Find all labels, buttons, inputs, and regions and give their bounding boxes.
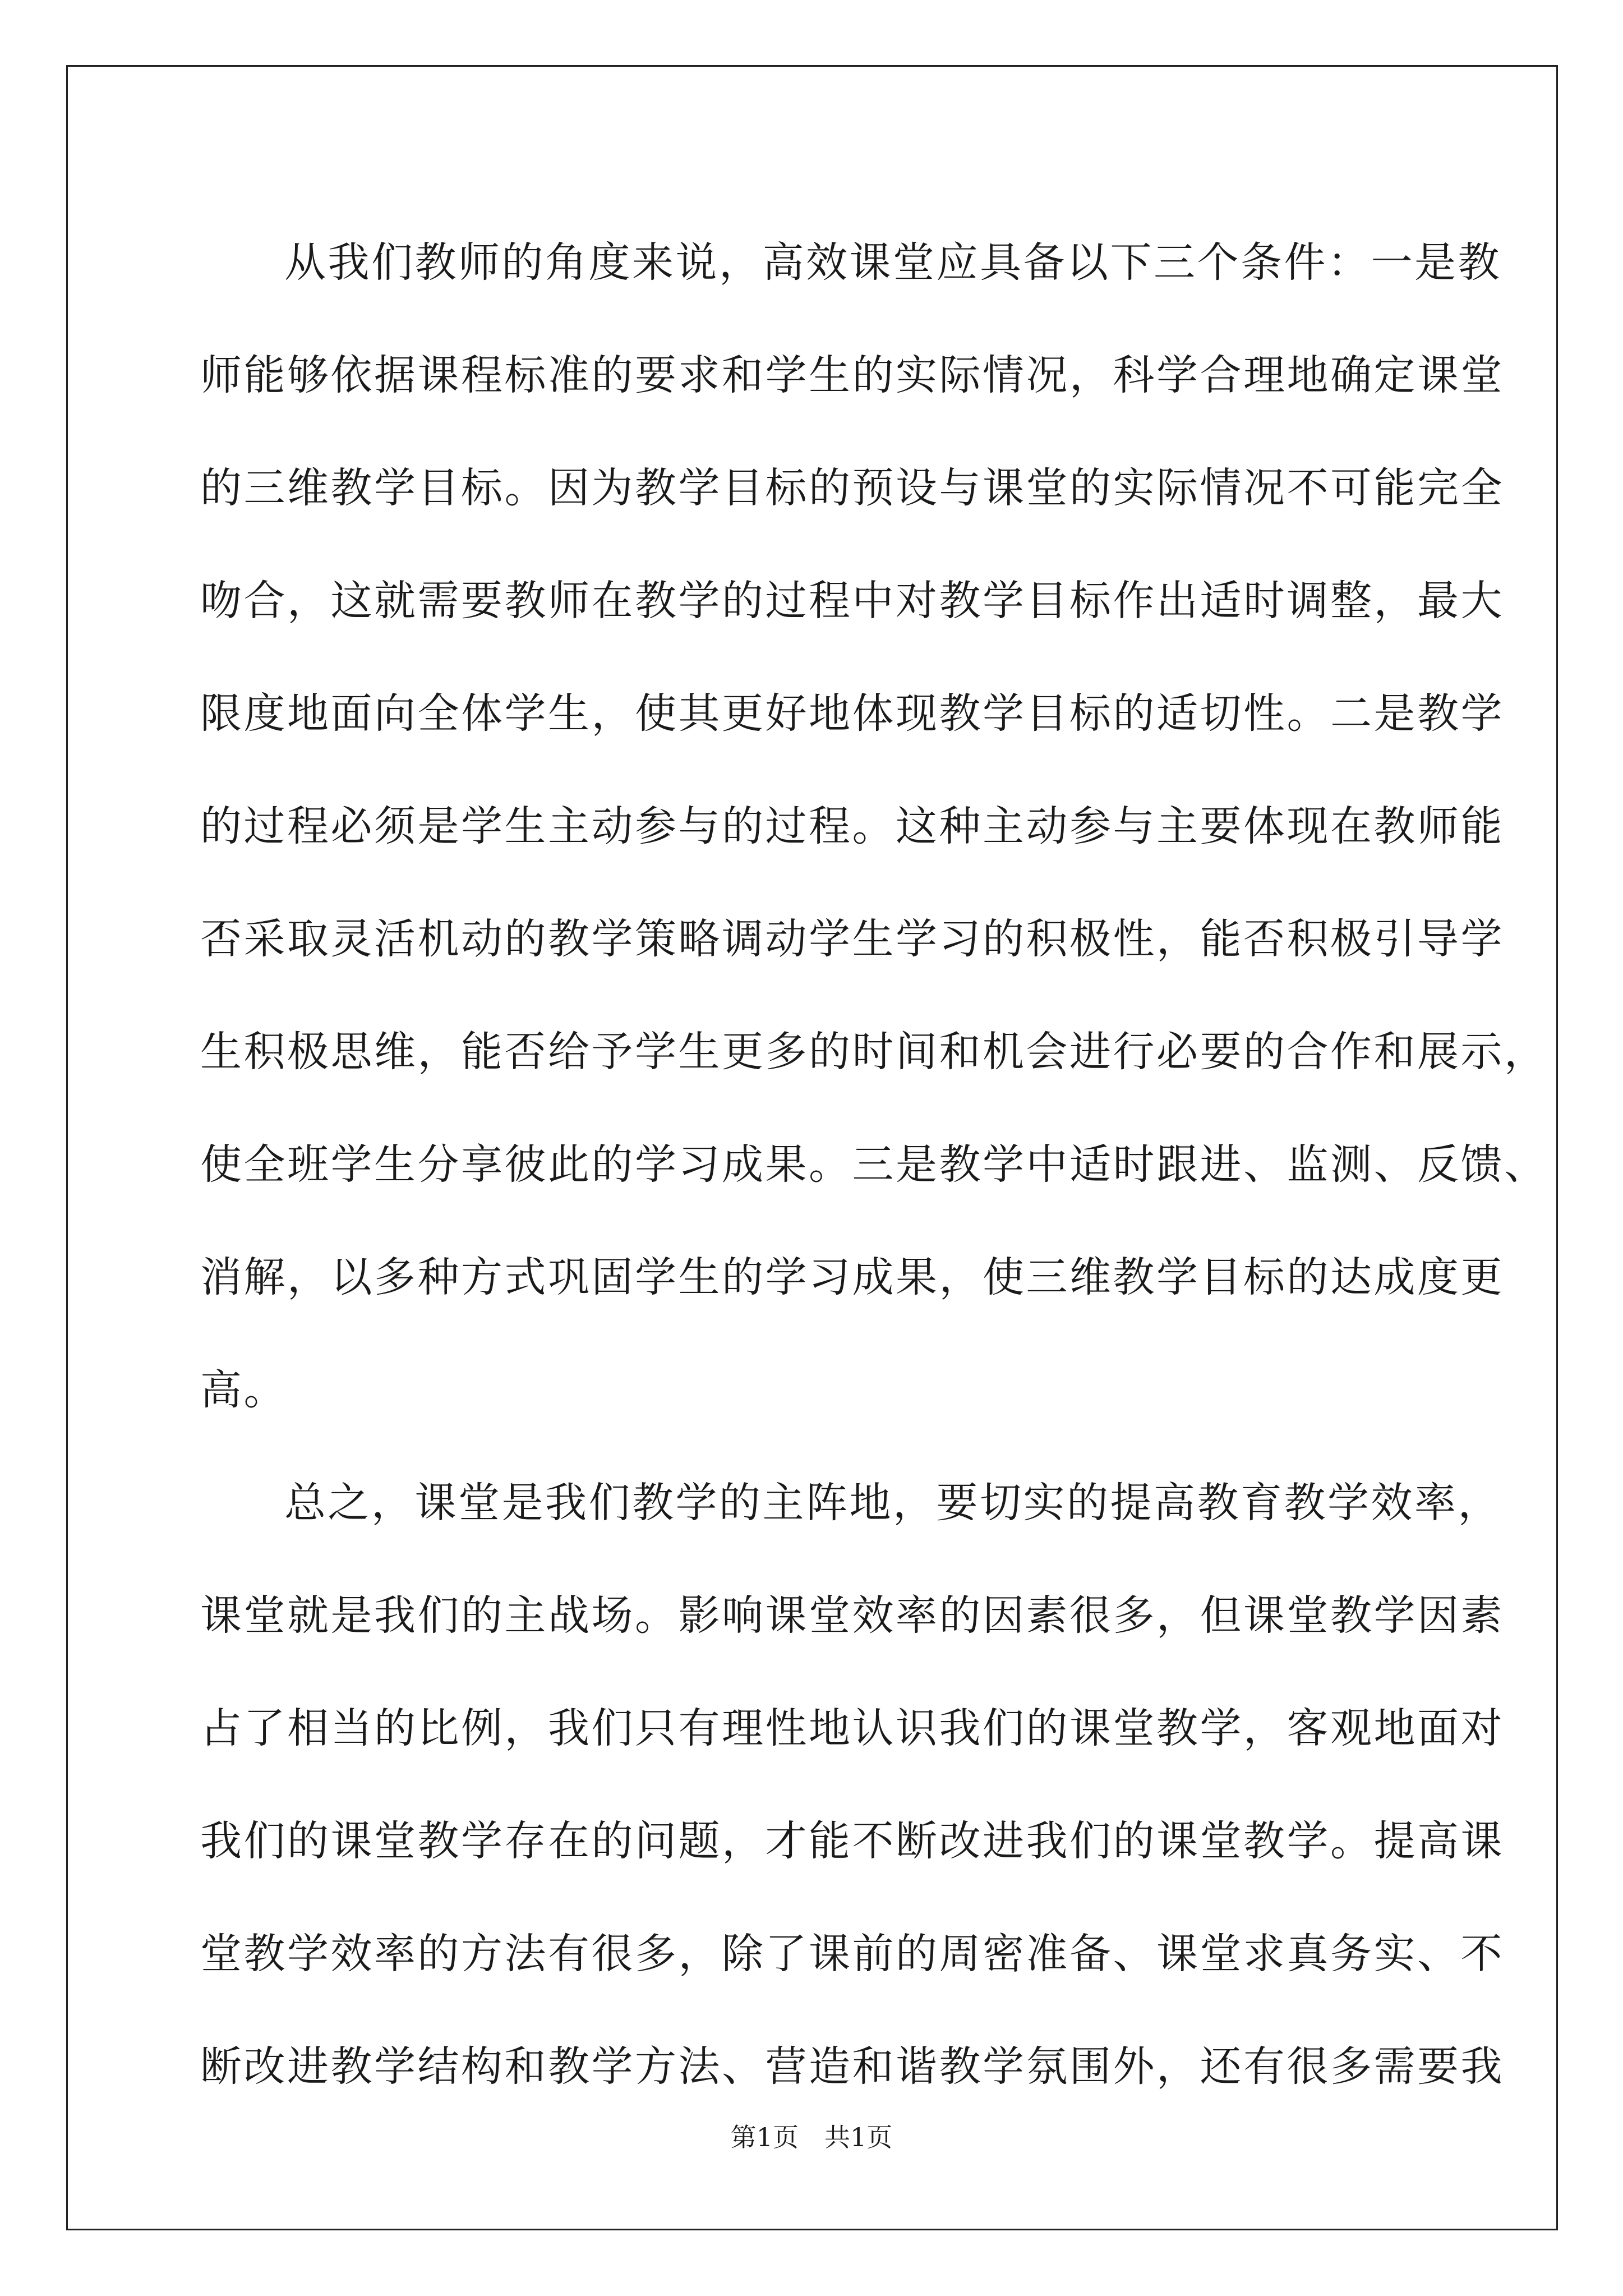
total-pages: 共1页 <box>824 2122 893 2152</box>
text-line: 消解，以多种方式巩固学生的学习成果，使三维教学目标的达成度更 <box>200 1253 1504 1301</box>
text-line: 从我们教师的角度来说，高效课堂应具备以下三个条件：一是教 <box>284 238 1501 287</box>
text-line: 堂教学效率的方法有很多，除了课前的周密准备、课堂求真务实、不 <box>200 1930 1504 1978</box>
text-line: 断改进教学结构和教学方法、营造和谐教学氛围外，还有很多需要我 <box>200 2042 1504 2091</box>
text-line: 占了相当的比例，我们只有理性地认识我们的课堂教学，客观地面对 <box>200 1704 1504 1752</box>
text-line: 否采取灵活机动的教学策略调动学生学习的积极性，能否积极引导学 <box>200 915 1504 963</box>
text-line: 的三维教学目标。因为教学目标的预设与课堂的实际情况不可能完全 <box>200 464 1504 512</box>
text-line: 限度地面向全体学生，使其更好地体现教学目标的适切性。二是教学 <box>200 689 1504 738</box>
text-line: 课堂就是我们的主战场。影响课堂效率的因素很多，但课堂教学因素 <box>200 1591 1504 1640</box>
text-line: 生积极思维，能否给予学生更多的时间和机会进行必要的合作和展示， <box>200 1028 1548 1076</box>
text-line: 使全班学生分享彼此的学习成果。三是教学中适时跟进、监测、反馈、 <box>200 1140 1548 1189</box>
document-body <box>200 206 1548 2123</box>
page-number: 第1页 <box>730 2122 799 2152</box>
text-line: 高。 <box>200 1366 287 1414</box>
text-line: 我们的课堂教学存在的问题，才能不断改进我们的课堂教学。提高课 <box>200 1817 1504 1865</box>
page-footer <box>0 2120 1623 2154</box>
text-line: 师能够依据课程标准的要求和学生的实际情况，科学合理地确定课堂 <box>200 351 1504 399</box>
text-line: 的过程必须是学生主动参与的过程。这种主动参与主要体现在教师能 <box>200 802 1504 850</box>
text-line: 吻合，这就需要教师在教学的过程中对教学目标作出适时调整，最大 <box>200 577 1504 625</box>
text-line: 总之，课堂是我们教学的主阵地，要切实的提高教育教学效率， <box>284 1479 1501 1527</box>
